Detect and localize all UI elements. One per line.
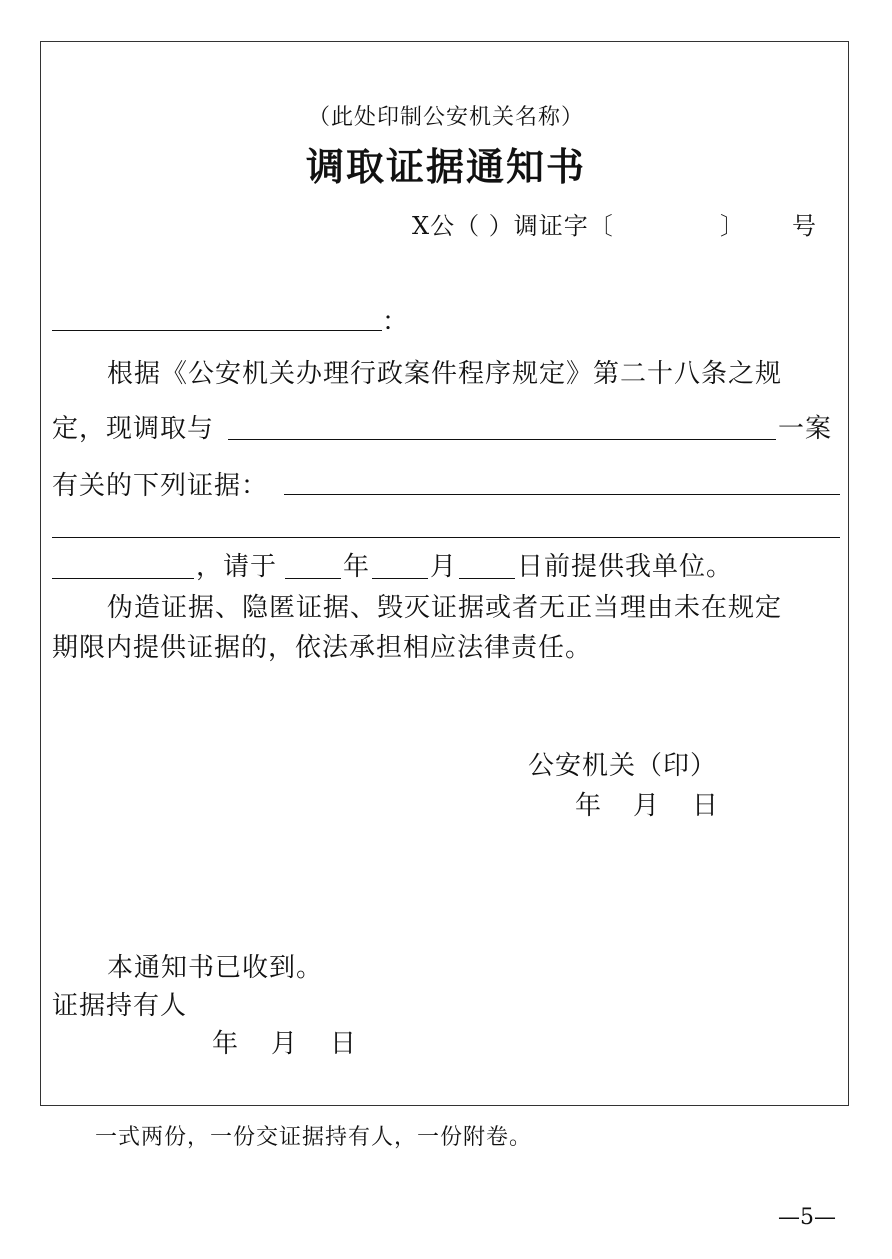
police-seal-label: 公安机关（印）: [528, 751, 718, 781]
receipt-month: 月: [271, 1029, 299, 1059]
para1-line3: 有关的下列证据：: [52, 471, 269, 501]
deadline-month-label: 月: [430, 552, 458, 582]
para1-line2-end: 一案: [778, 414, 833, 444]
page-number: —5—: [778, 1205, 836, 1230]
para2-line1: 伪造证据、隐匿证据、毁灭证据或者无正当理由未在规定: [107, 593, 783, 623]
evidence-blank-line-3: [52, 578, 194, 579]
evidence-blank-line-1: [284, 494, 840, 495]
doc-number-bracket-close: 〕: [720, 212, 745, 240]
signature-day: 日: [692, 791, 720, 821]
para1-line1: 根据《公安机关办理行政案件程序规定》第二十八条之规: [107, 359, 783, 389]
deadline-year-blank: [285, 578, 341, 579]
receipt-day: 日: [330, 1029, 358, 1059]
addressee-blank-line: [52, 330, 382, 331]
receipt-year: 年: [212, 1029, 240, 1059]
signature-month: 月: [633, 791, 661, 821]
evidence-blank-line-2: [52, 537, 840, 538]
evidence-holder-label: 证据持有人: [52, 991, 188, 1021]
deadline-month-blank: [372, 578, 428, 579]
case-name-blank-line: [228, 439, 776, 440]
document-title: 调取证据通知书: [305, 144, 586, 189]
doc-number-prefix: X公（ ）调证字〔: [412, 212, 614, 240]
deadline-day-blank: [459, 578, 515, 579]
deadline-day-end: 日前提供我单位。: [517, 552, 734, 582]
doc-number-suffix: 号: [792, 212, 817, 240]
para2-line2: 期限内提供证据的，依法承担相应法律责任。: [52, 633, 593, 663]
deadline-please: ，请于: [196, 552, 278, 582]
addressee-colon: ：: [382, 307, 410, 337]
deadline-year-label: 年: [343, 552, 371, 582]
copies-note: 一式两份，一份交证据持有人，一份附卷。: [95, 1125, 533, 1150]
receipt-acknowledgement: 本通知书已收到。: [107, 953, 324, 983]
signature-year: 年: [575, 791, 603, 821]
para1-line2-start: 定，现调取与: [52, 414, 215, 444]
org-name-placeholder: （此处印制公安机关名称）: [307, 105, 584, 130]
